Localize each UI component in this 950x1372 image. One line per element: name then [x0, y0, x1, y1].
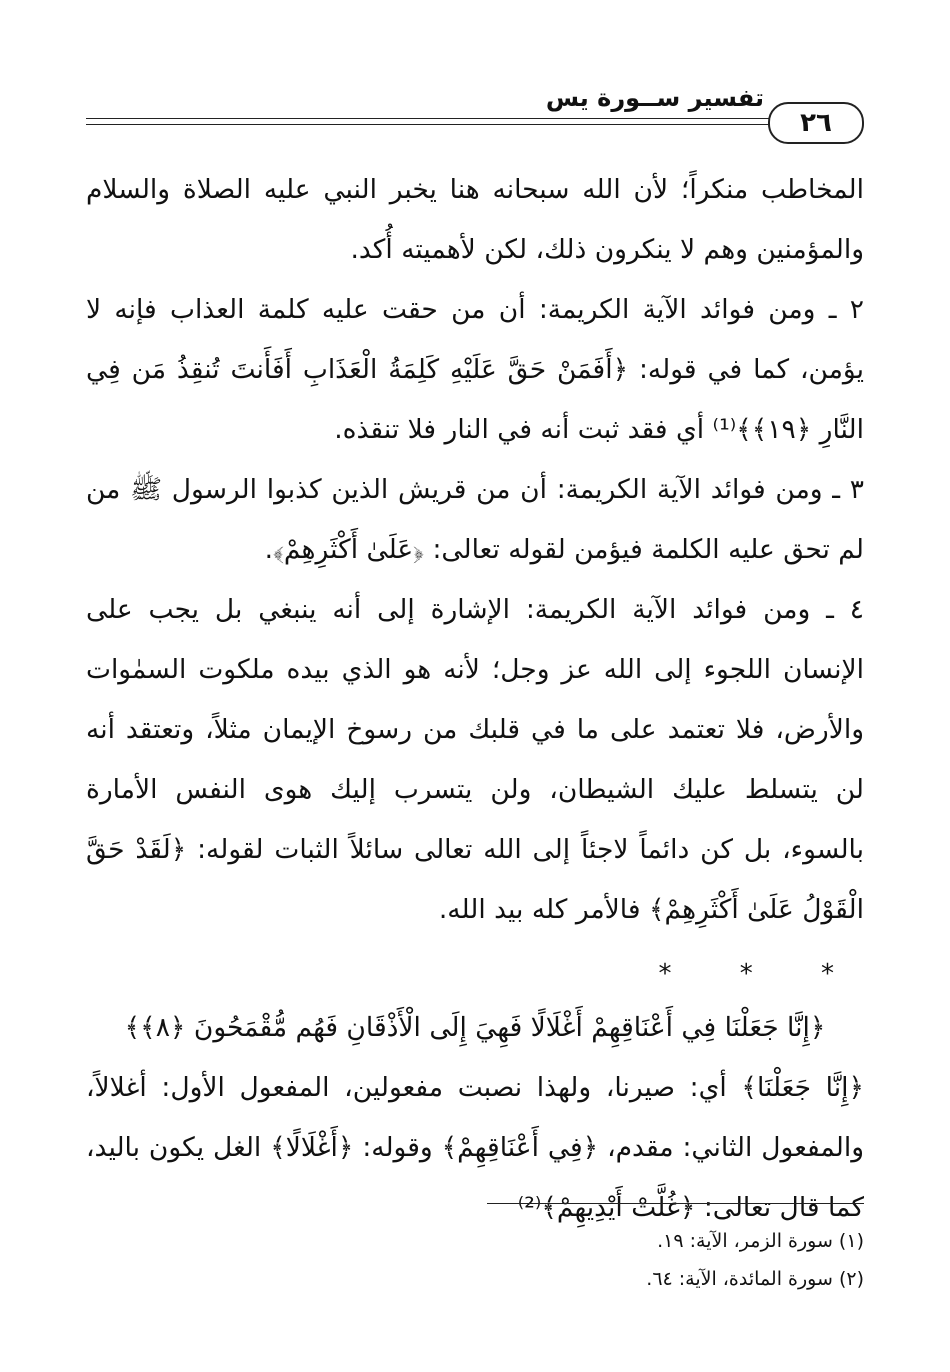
benefit-4: ٤ ـ ومن فوائد الآية الكريمة: الإشارة إلى أنه ينبغي بل يجب على الإنسان اللجوء إلى الله عز وجل؛ لأنه هو الذي بيده ملكوت السمٰوات والأرض، فلا تعتمد على ما في قلبك من رسوخ الإيمان مثلاً، وتعتقد أنه لن يتسلط عليك الشيطان، ولن يتسرب إليك هوى النفس الأمارة بالسوء، بل كن دائماً لاجئاً إلى الله تعالى سائلاً الثبات لقوله: ﴿لَقَدْ حَقَّ الْقَوْلُ عَلَىٰ أَكْثَرِهِمْ﴾ فالأمر كله بيد الله.	[86, 594, 864, 925]
quran-verse: ﴿إِنَّا جَعَلْنَا فِي أَعْنَاقِهِمْ أَغْلَالًا فَهِيَ إِلَى الْأَذْقَانِ فَهُم مُّقْمَحُونَ ﴿٨﴾﴾	[124, 1012, 826, 1043]
verse-commentary: ﴿إِنَّا جَعَلْنَا﴾ أي: صيرنا، ولهذا نصبت مفعولين، المفعول الأول: أغلالاً، والمفعول الثاني: مقدم، ﴿فِي أَعْنَاقِهِمْ﴾ وقوله: ﴿أَغْلَالًا﴾ الغل يكون باليد، كما قال تعالى: ﴿غُلَّتْ أَيْدِيهِمْ﴾⁽²⁾	[86, 1072, 864, 1223]
running-title: تفسير ســورة يس	[545, 84, 764, 112]
footnote-1: (١) سورة الزمر، الآية: ١٩.	[657, 1230, 864, 1252]
page-number-badge	[768, 102, 864, 144]
header-rule-double	[86, 124, 778, 125]
header-rule	[86, 118, 778, 119]
footnote-divider	[487, 1203, 864, 1204]
section-separator: * * *	[658, 959, 864, 989]
footnotes	[86, 1222, 864, 1298]
paragraph-continuation: المخاطب منكراً؛ لأن الله سبحانه هنا يخبر النبي عليه الصلاة والسلام والمؤمنين وهم لا ينكرون ذلك، لكن لأهميته أُكد.	[86, 174, 864, 265]
page-number: ٢٦	[800, 108, 832, 138]
benefit-3: ٣ ـ ومن فوائد الآية الكريمة: أن من قريش الذين كذبوا الرسول ﷺ من لم تحق عليه الكلمة فيؤمن لقوله تعالى: ﴿عَلَىٰ أَكْثَرِهِمْ﴾.	[86, 474, 864, 565]
footnote-2: (٢) سورة المائدة، الآية: ٦٤.	[646, 1268, 864, 1290]
benefit-2: ٢ ـ ومن فوائد الآية الكريمة: أن من حقت عليه كلمة العذاب فإنه لا يؤمن، كما في قوله: ﴿أَفَمَنْ حَقَّ عَلَيْهِ كَلِمَةُ الْعَذَابِ أَفَأَنتَ تُنقِذُ مَن فِي النَّارِ ﴿١٩﴾﴾⁽¹⁾ أي فقد ثبت أنه في النار فلا تنقذه.	[86, 294, 864, 445]
page-header	[86, 80, 864, 160]
page-body	[86, 160, 864, 1238]
